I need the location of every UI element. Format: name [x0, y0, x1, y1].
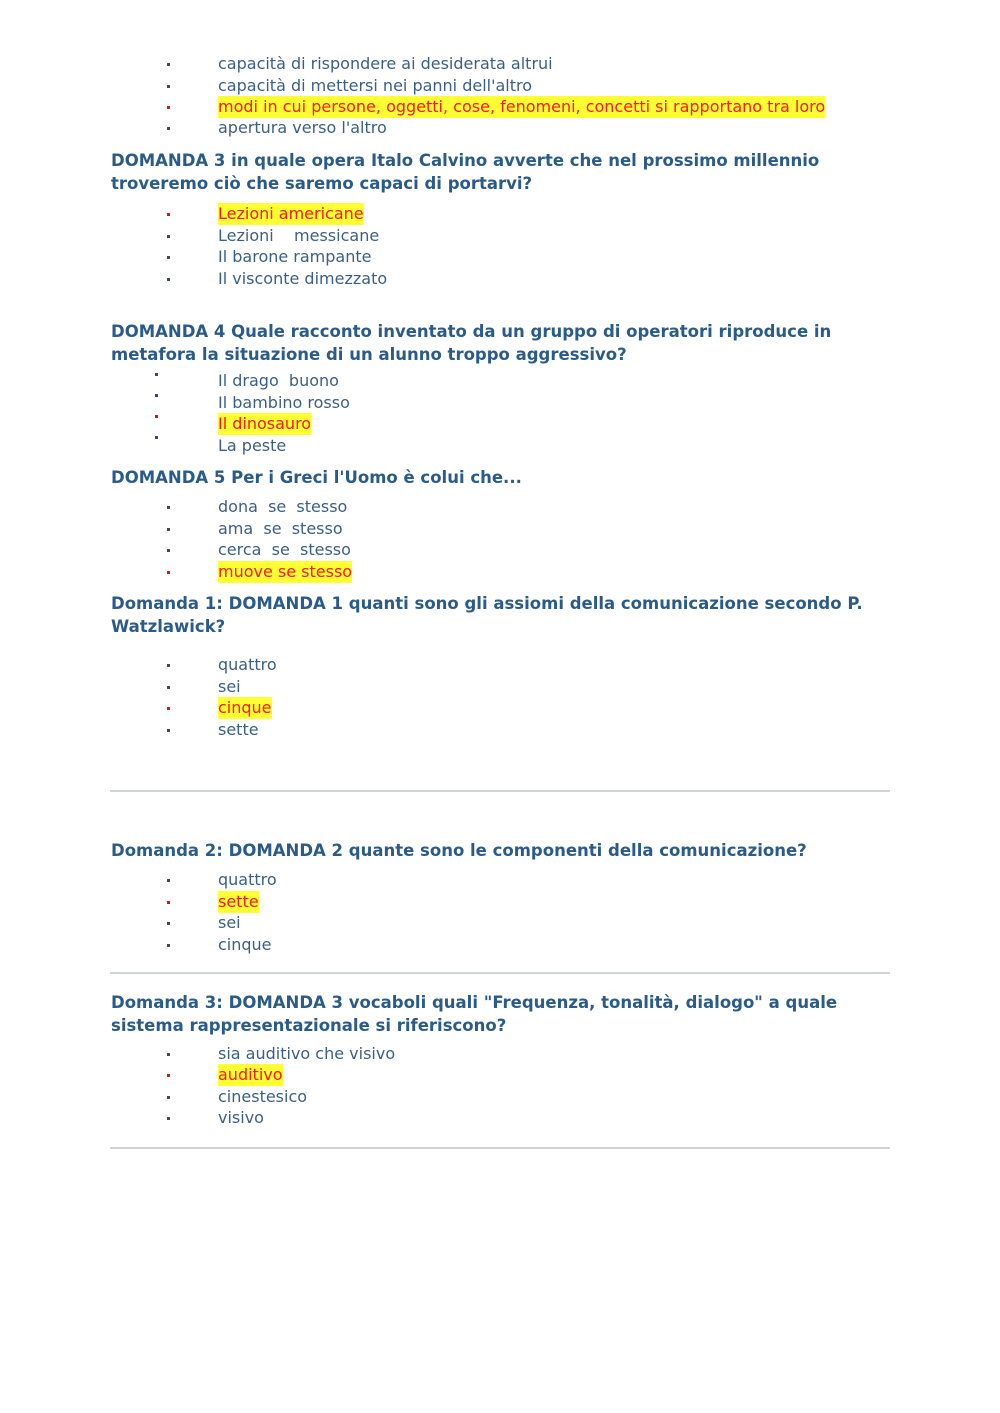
bullet-icon	[167, 686, 170, 689]
option: cerca se stesso	[218, 540, 351, 559]
bullet-icon	[167, 707, 170, 710]
option: capacità di mettersi nei panni dell'altro	[218, 76, 533, 95]
option: dona se stesso	[218, 497, 348, 516]
option: quattro	[218, 655, 277, 674]
option: Lezioni messicane	[218, 226, 380, 245]
question-title: Domanda 1: DOMANDA 1 quanti sono gli assiomi della comunicazione secondo P. Watzlawick?	[111, 594, 863, 636]
bullet-icon	[155, 373, 158, 376]
divider	[110, 1147, 890, 1149]
bullet-icon	[167, 1117, 170, 1120]
divider	[110, 790, 890, 792]
option: sette	[218, 720, 259, 739]
option: sei	[218, 677, 241, 696]
bullet-icon	[167, 664, 170, 667]
bullet-icon	[167, 1053, 170, 1056]
option: Il drago buono	[218, 371, 339, 390]
bullet-icon	[167, 901, 170, 904]
question-title: Domanda 2: DOMANDA 2 quante sono le componenti della comunicazione?	[111, 841, 807, 860]
question-title: DOMANDA 3 in quale opera Italo Calvino avverte che nel prossimo millennio troveremo ciò che saremo capaci di portarvi?	[111, 151, 820, 193]
correct-option: muove se stesso	[218, 562, 353, 581]
divider	[110, 972, 890, 974]
bullet-icon	[167, 278, 170, 281]
bullet-icon	[167, 879, 170, 882]
question-title: DOMANDA 5 Per i Greci l'Uomo è colui che...	[111, 468, 522, 487]
correct-option: auditivo	[218, 1065, 283, 1084]
option: cinque	[218, 935, 272, 954]
question-title: Domanda 3: DOMANDA 3 vocaboli quali "Frequenza, tonalità, dialogo" a quale sistema rappresentazionale si riferiscono?	[111, 993, 838, 1035]
bullet-icon	[167, 213, 170, 216]
question-title: DOMANDA 4 Quale racconto inventato da un gruppo di operatori riproduce in metafora la situazione di un alunno troppo aggressivo?	[111, 322, 832, 364]
option: capacità di rispondere ai desiderata altrui	[218, 54, 553, 73]
bullet-icon	[167, 1096, 170, 1099]
bullet-icon	[167, 729, 170, 732]
option: La peste	[218, 436, 287, 455]
bullet-icon	[167, 256, 170, 259]
bullet-icon	[167, 571, 170, 574]
option: sia auditivo che visivo	[218, 1044, 396, 1063]
bullet-icon	[167, 106, 170, 109]
bullet-icon	[155, 436, 158, 439]
bullet-icon	[167, 528, 170, 531]
bullet-icon	[167, 506, 170, 509]
bullet-icon	[167, 235, 170, 238]
option: sei	[218, 913, 241, 932]
option: Il bambino rosso	[218, 393, 350, 412]
bullet-icon	[167, 922, 170, 925]
correct-option: modi in cui persone, oggetti, cose, fenomeni, concetti si rapportano tra loro	[218, 97, 826, 116]
bullet-icon	[167, 549, 170, 552]
bullet-icon	[167, 944, 170, 947]
correct-option: Il dinosauro	[218, 414, 312, 433]
option: cinestesico	[218, 1087, 308, 1106]
bullet-icon	[167, 85, 170, 88]
option: quattro	[218, 870, 277, 889]
bullet-icon	[167, 127, 170, 130]
option: apertura verso l'altro	[218, 118, 387, 137]
bullet-icon	[155, 415, 158, 418]
option: visivo	[218, 1108, 264, 1127]
option: Il visconte dimezzato	[218, 269, 388, 288]
correct-option: cinque	[218, 698, 272, 717]
option: ama se stesso	[218, 519, 343, 538]
option: Il barone rampante	[218, 247, 372, 266]
bullet-icon	[155, 394, 158, 397]
bullet-icon	[167, 63, 170, 66]
correct-option: Lezioni americane	[218, 204, 364, 223]
correct-option: sette	[218, 892, 259, 911]
bullet-icon	[167, 1074, 170, 1077]
